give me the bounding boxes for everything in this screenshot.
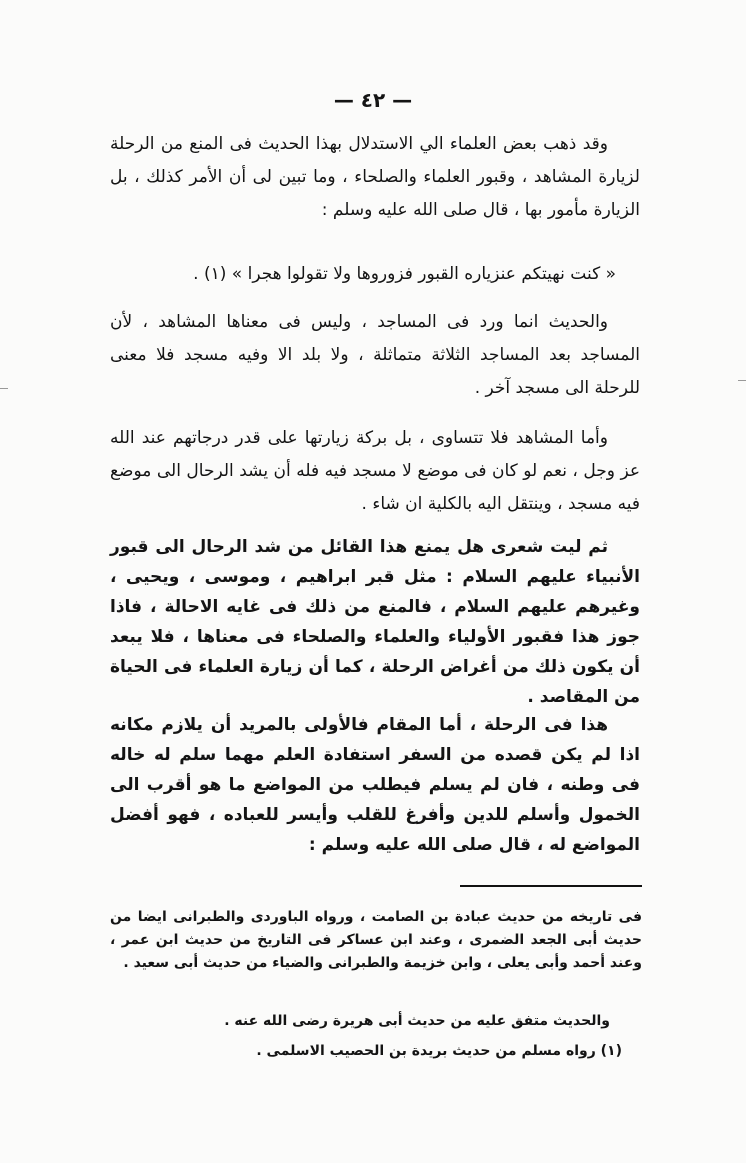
- footnote-1: (١) رواه مسلم من حديث بريدة بن الحصيب الاسلمى .: [256, 1043, 622, 1059]
- page-number: — ٤٢ —: [333, 88, 413, 112]
- footnote-continuation: فى تاريخه من حديث عبادة بن الصامت ، ورواه الباوردى والطبرانى ايضا من حديث أبى الجعد الضمرى ، وعند ابن عساكر فى التاريخ من حديث ابن عمر ، وعند أحمد وأبى يعلى ، وابن خزيمة والطبرانى والضياء من حديث أبى سعيد .: [110, 909, 642, 971]
- paragraph-1: وقد ذهب بعض العلماء الي الاستدلال بهذا الحديث فى المنع من الرحلة لزيارة المشاهد ، وقبور العلماء والصلحاء ، وما تبين لى أن الأمر كذلك ، بل الزيارة مأمور بها ، قال صلى الله عليه وسلم :: [110, 134, 640, 220]
- margin-mark: [0, 388, 8, 389]
- footnote-agreed-hadith: والحديث متفق عليه من حديث أبى هريرة رضى الله عنه .: [224, 1013, 610, 1029]
- paragraph-3: وأما المشاهد فلا تتساوى ، بل بركة زيارتها على قدر درجاتهم عند الله عز وجل ، نعم لو كان فى موضع لا مسجد فيه فله أن يشد الرحال الى موضع فيه مسجد ، وينتقل اليه بالكلية ان شاء .: [110, 428, 640, 514]
- hadith-quote: « كنت نهيتكم عنزياره القبور فزوروها ولا تقولوا هجرا » (١) .: [193, 264, 616, 284]
- paragraph-4: ثم ليت شعرى هل يمنع هذا القائل من شد الرحال الى قبور الأنبياء عليهم السلام : مثل قبر ابراهيم ، وموسى ، ويحيى ، وغيرهم عليهم السلام ، فالمنع من ذلك فى غايه الاحالة ، فاذا جوز هذا فقبور الأولياء والعلماء والصلحاء فى معناها ، فلا يبعد أن يكون ذلك من أغراض الرحلة ، كما أن زيارة العلماء فى الحياة من المقاصد .: [110, 537, 640, 707]
- paragraph-5: هذا فى الرحلة ، أما المقام فالأولى بالمريد أن يلازم مكانه اذا لم يكن قصده من السفر استفادة العلم مهما سلم له خاله فى وطنه ، فان لم يسلم فيطلب من المواضع ما هو أقرب الى الخمول وأسلم للدين وأفرغ للقلب وأيسر للعباده ، فهو أفضل المواضع له ، قال صلى الله عليه وسلم :: [110, 715, 640, 855]
- footnote-divider: [460, 885, 642, 887]
- margin-mark: [738, 380, 746, 381]
- paragraph-2: والحديث انما ورد فى المساجد ، وليس فى معناها المشاهد ، لأن المساجد بعد المساجد الثلاثة متماثلة ، ولا بلد الا وفيه مسجد فلا معنى للرحلة الى مسجد آخر .: [110, 312, 640, 398]
